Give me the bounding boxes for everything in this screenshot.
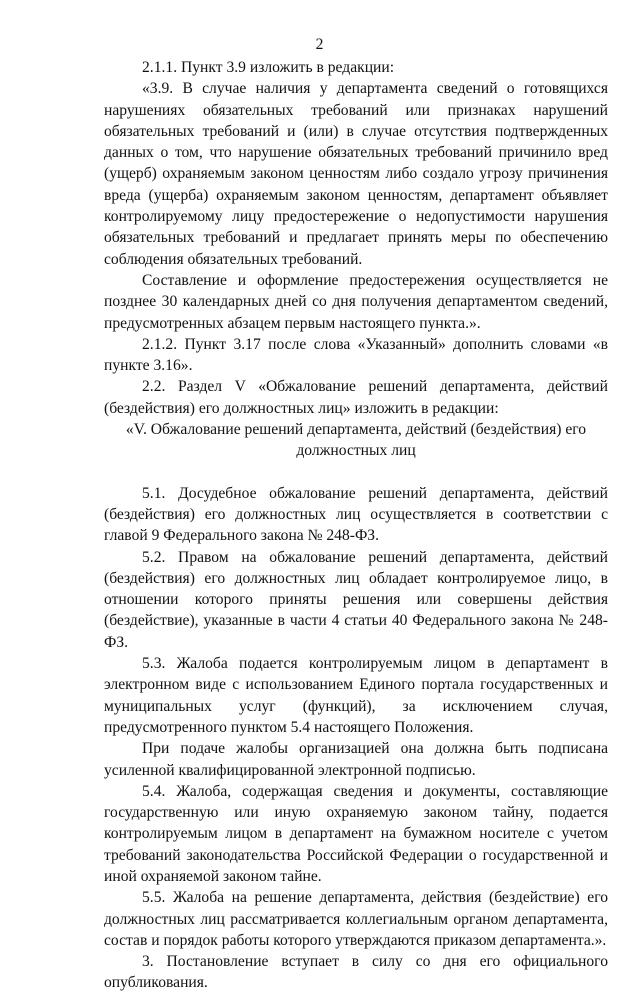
paragraph-2-1-1: 2.1.1. Пункт 3.9 изложить в редакции: — [142, 59, 395, 76]
blank-line — [104, 462, 608, 483]
paragraph-2-1-2: 2.1.2. Пункт 3.17 после слова «Указанный» дополнить словами «в пункте 3.16». — [104, 335, 608, 375]
page-number: 2 — [315, 36, 324, 53]
paragraph-3: 3. Постановление вступает в силу со дня его официального опубликования. — [104, 953, 608, 992]
paragraph-warning-issue: Составление и оформление предостережения осуществляется не позднее 30 календарных дней со дня получения департаментом сведений, предусмотренных абзацем первым настоящего пункта.». — [104, 271, 608, 332]
document-body — [104, 57, 608, 994]
paragraph-signature: При подаче жалобы организацией она должна быть подписана усиленной квалифицированной электронной подписью. — [104, 740, 608, 779]
section-heading-line-1: «V. Обжалование решений департамента, действий (бездействия) его — [125, 421, 587, 439]
paragraph-5-5: 5.5. Жалоба на решение департамента, действия (бездействие) его должностных лиц рассматривается коллегиальным органом департамента, состав и порядок работы которого утверждаются приказом департамента.». — [104, 889, 608, 949]
paragraph-5-1: 5.1. Досудебное обжалование решений департамента, действий (бездействия) его должностных лиц осуществляется в соответствии с главой 9 Федерального закона № 248-ФЗ. — [104, 484, 608, 545]
paragraph-5-4: 5.4. Жалоба, содержащая сведения и документы, составляющие государственную или иную охраняемую законом тайну, подается контролируемым лицом в департамент на бумажном носителе с учетом требований законодательства Российской Федерации о государственной и иной охраняемой законом тайне. — [104, 782, 608, 885]
paragraph-5-3: 5.3. Жалоба подается контролируемым лицом в департамент в электронном виде с использованием Единого портала государственных и муниципальных услуг (функций), за исключением случая, предусмотренного пунктом 5.4 настоящего Положения. — [104, 655, 608, 736]
paragraph-2-2: 2.2. Раздел V «Обжалование решений департамента, действий (бездействия) его должностных лиц» изложить в редакции: — [104, 378, 608, 417]
paragraph-3-9: «3.9. В случае наличия у департамента сведений о готовящихся нарушениях обязательных требований или признаках нарушений обязательных требований и (или) в случае отсутствия подтвержденных данных о том, что нарушение обязательных требований причинило вред (ущерб) охраняемым законом ценностям либо создало угрозу причинения вреда (ущерба) охраняемым законом ценностям, департамент объявляет контролируемому лицу предостережение о недопустимости нарушения обязательных требований и предлагает принять меры по обеспечению соблюдения обязательных требований. — [104, 80, 608, 268]
paragraph-5-2: 5.2. Правом на обжалование решений департамента, действий (бездействия) его должностных лиц обладает контролируемое лицо, в отношении которого приняты решения или совершены действия (бездействие), указанные в части 4 статьи 40 Федерального закона № 248-ФЗ. — [104, 548, 608, 651]
section-heading-line-2: должностных лиц — [296, 442, 416, 460]
